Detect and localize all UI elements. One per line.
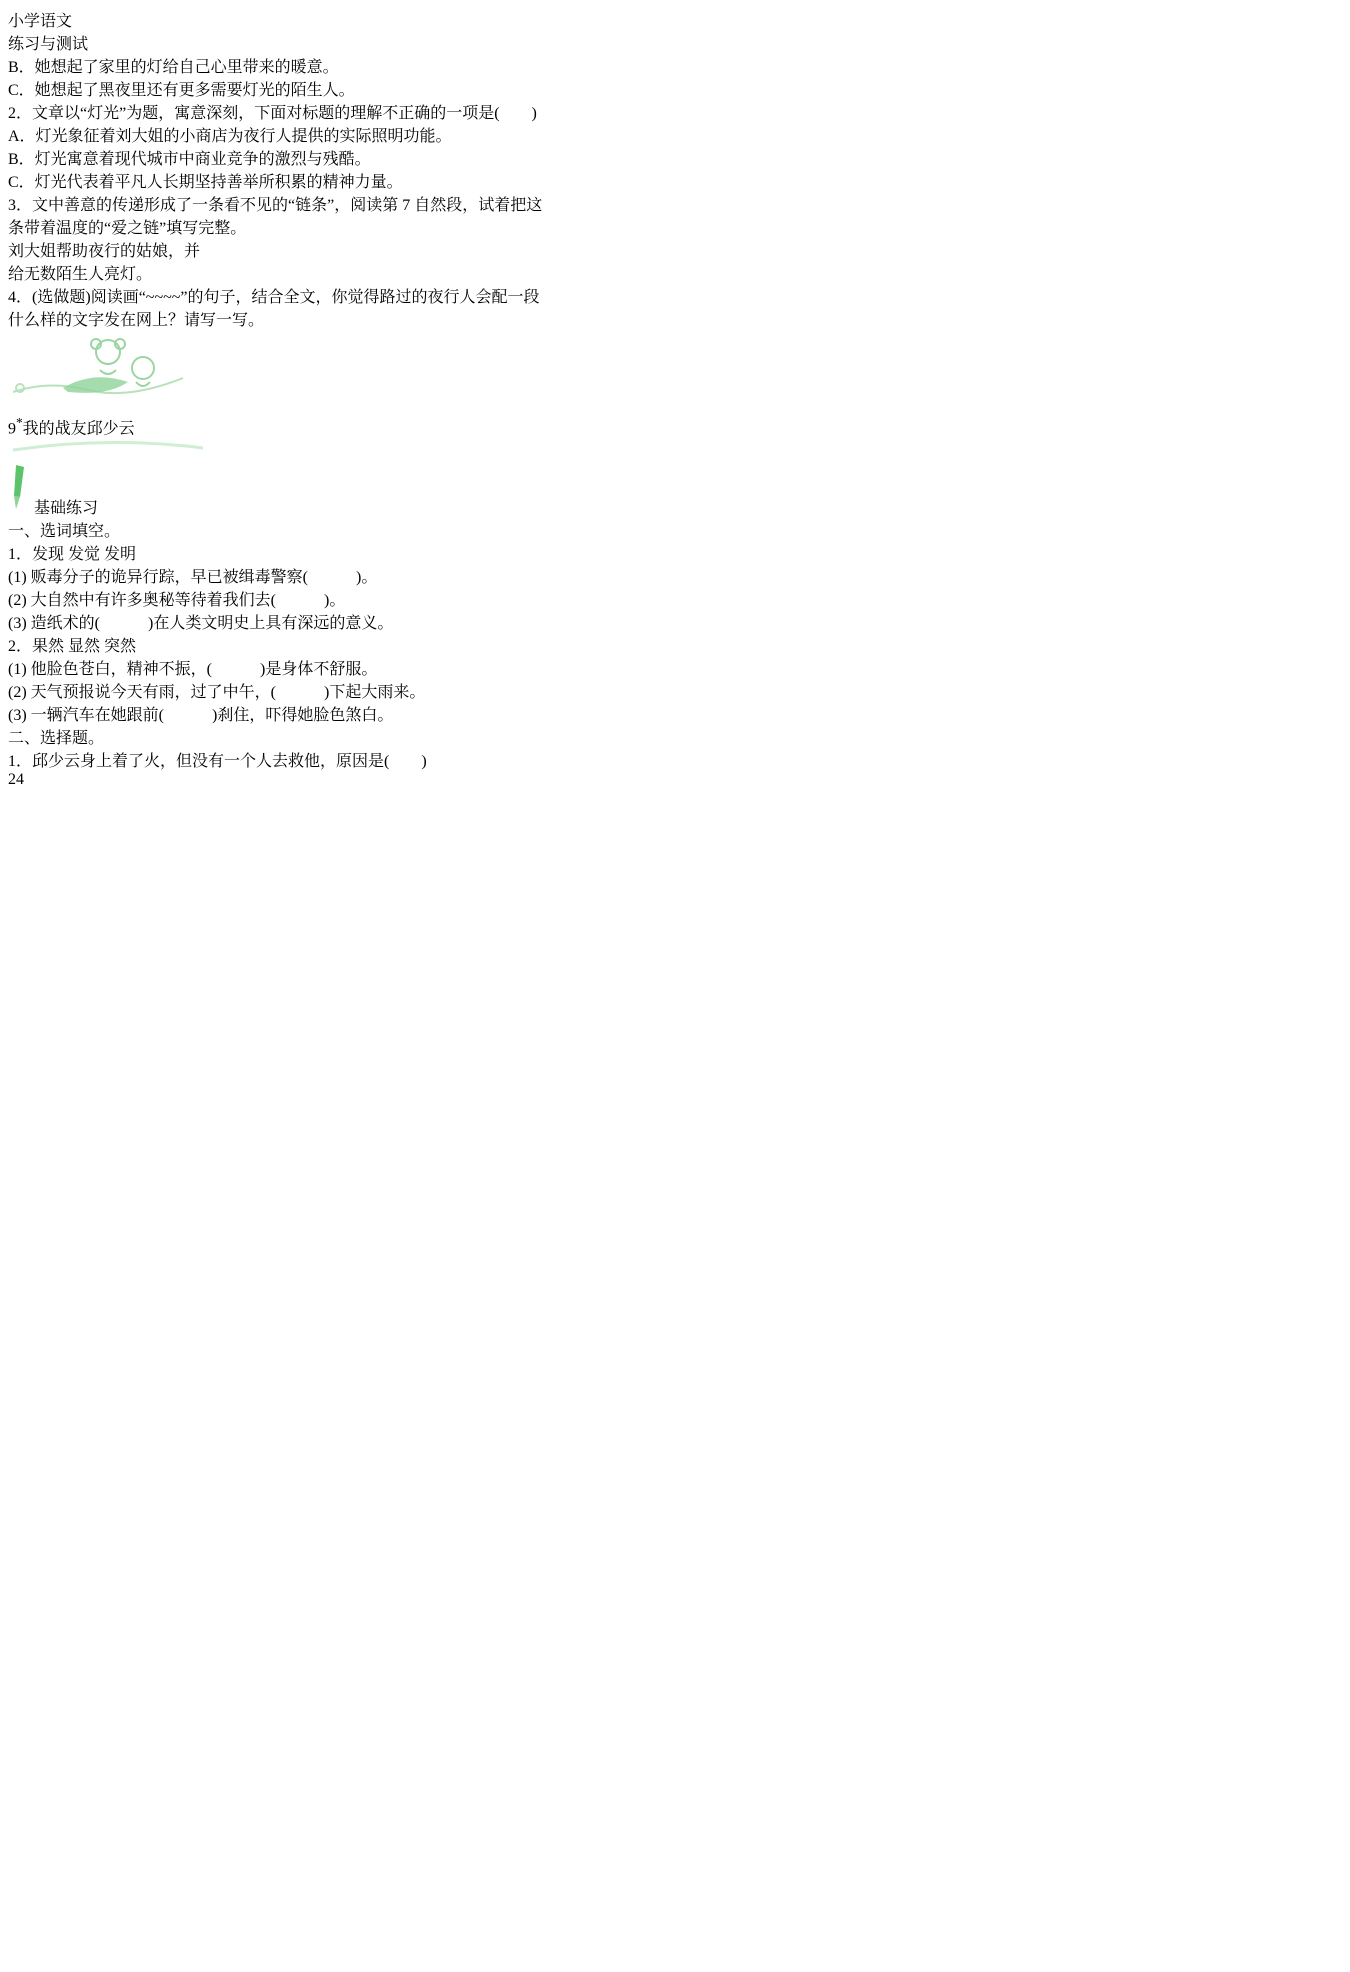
lesson-number: 9 xyxy=(8,420,16,438)
lesson-title-text: 我的战友邱少云 xyxy=(22,420,135,438)
section-2-heading: 二、选择题。 xyxy=(8,730,105,748)
choice-question-1[interactable]: 1．邱少云身上着了火，但没有一个人去救他，原因是( ) xyxy=(8,753,427,771)
wavy-line-mark: ~~~~ xyxy=(145,289,181,306)
optional-question-tag: (选做题) xyxy=(32,289,91,306)
option-c-prev: C．她想起了黑夜里还有更多需要灯光的陌生人。 xyxy=(8,82,355,99)
question-4-text-b: ”的句子，结合全文，你觉得路过的夜行人会配一段 xyxy=(180,289,540,306)
section-1-heading: 一、选词填空。 xyxy=(8,523,121,541)
word-2-2: 显然 xyxy=(68,638,101,656)
word-1-3: 发明 xyxy=(104,546,137,564)
fill-item-1-2[interactable]: (2) 大自然中有许多奥秘等待着我们去( )。 xyxy=(8,592,346,610)
question-4-text-a: 阅读画“ xyxy=(90,289,146,306)
word-1-2: 发觉 xyxy=(68,546,101,564)
fill-item-1-1[interactable]: (1) 贩毒分子的诡异行踪，早已被缉毒警察( )。 xyxy=(8,569,378,587)
option-b-prev: B．她想起了家里的灯给自己心里带来的暖意。 xyxy=(8,59,339,76)
lesson-star: * xyxy=(16,415,23,430)
question-4-line-2: 什么样的文字发在网上？请写一写。 xyxy=(8,312,265,329)
section-badge-label: 基础练习 xyxy=(34,500,99,518)
word-2-3: 突然 xyxy=(104,638,137,656)
question-4-line-1 xyxy=(8,284,1342,307)
page xyxy=(8,8,1342,789)
question-2-stem: 2．文章以“灯光”为题，寓意深刻，下面对标题的理解不正确的一项是( ) xyxy=(8,105,537,122)
chain-box-3 xyxy=(8,238,210,284)
fill-item-2-1[interactable]: (1) 他脸色苍白，精神不振，( )是身体不舒服。 xyxy=(8,661,378,679)
word-group-1 xyxy=(8,541,1342,564)
children-illustration-icon xyxy=(8,330,198,410)
fill-item-2-2[interactable]: (2) 天气预报说今天有雨，过了中午，( )下起大雨来。 xyxy=(8,684,426,702)
page-number: 24 xyxy=(8,771,24,789)
question-4-number: 4． xyxy=(8,289,33,306)
question-3-line-1: 3．文中善意的传递形成了一条看不见的“链条”，阅读第 7 自然段，试着把这 xyxy=(8,197,543,214)
title-swoosh-decoration xyxy=(8,438,208,458)
word-group-2 xyxy=(8,633,1342,656)
chain-box-3-text: 刘大姐帮助夜行的姑娘，并给无数陌生人亮灯。 xyxy=(8,243,201,283)
question-2-option-a: A．灯光象征着刘大姐的小商店为夜行人提供的实际照明功能。 xyxy=(8,128,452,145)
word-2-1: 2．果然 xyxy=(8,638,65,656)
question-3-line-2: 条带着温度的“爱之链”填写完整。 xyxy=(8,220,247,237)
question-2-option-c: C．灯光代表着平凡人长期坚持善举所积累的精神力量。 xyxy=(8,174,403,191)
lesson-title xyxy=(8,415,1342,438)
fill-item-1-3[interactable]: (3) 造纸术的( )在人类文明史上具有深远的意义。 xyxy=(8,615,394,633)
section-badge xyxy=(8,463,1342,518)
header-subtitle: 练习与测试 xyxy=(8,36,89,53)
word-1-1: 1．发现 xyxy=(8,546,65,564)
header-series-title: 小学语文 xyxy=(8,13,73,30)
pencil-icon xyxy=(8,463,30,513)
question-2-option-b: B．灯光寓意着现代城市中商业竞争的激烈与残酷。 xyxy=(8,151,371,168)
fill-item-2-3[interactable]: (3) 一辆汽车在她跟前( )刹住，吓得她脸色煞白。 xyxy=(8,707,394,725)
